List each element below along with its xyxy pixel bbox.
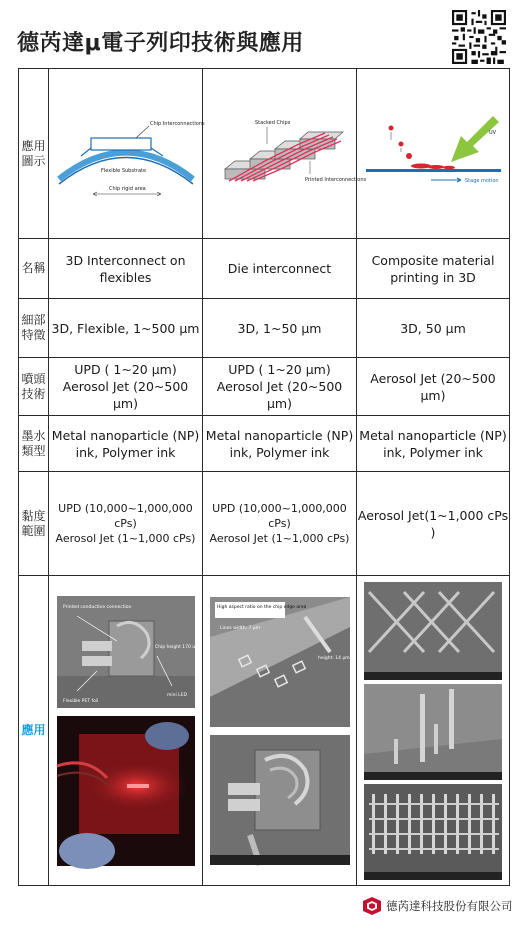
row-features	[19, 299, 510, 358]
viscosity-cell-1	[49, 472, 203, 576]
nozzle-cell-2	[203, 358, 357, 416]
composite-printing-diagram	[361, 104, 506, 204]
application-label: Lines width: 7 μm	[219, 625, 260, 631]
name-cell-1: 3D Interconnect on flexibles	[49, 239, 203, 299]
figure-cell-1	[49, 69, 203, 239]
sem-die-interconnect-image	[210, 597, 350, 727]
features-cell-1: 3D, Flexible, 1~500 μm	[49, 299, 203, 358]
application-label: High aspect ratio on the chip edge area	[216, 604, 306, 610]
figure-cell-3	[357, 69, 510, 239]
ink-cell-2: Metal nanoparticle (NP) ink, Polymer ink	[203, 416, 357, 472]
viscosity-cell-3	[357, 472, 510, 576]
ink-cell-1: Metal nanoparticle (NP) ink, Polymer ink	[49, 416, 203, 472]
figure-label: Chip rigid area	[108, 185, 146, 192]
ink-cell-3: Metal nanoparticle (NP) ink, Polymer ink	[357, 416, 510, 472]
figure-label: Printed Interconnections	[304, 176, 366, 183]
application-label: Flexible PET foil	[62, 698, 98, 704]
row-nozzle	[19, 358, 510, 416]
row-application	[19, 576, 510, 886]
viscosity-line: Aerosol Jet(1~1,000 cPs )	[357, 507, 509, 540]
technology-table	[18, 68, 510, 886]
row-viscosity	[19, 472, 510, 576]
nozzle-line: UPD ( 1~20 μm)	[74, 362, 177, 377]
sem-lattice-image	[364, 582, 502, 680]
application-cell-1	[49, 576, 203, 886]
page-title: 德芮達μ電子列印技術與應用	[17, 31, 304, 56]
label-features: 細部特徵	[19, 299, 49, 358]
row-name	[19, 239, 510, 299]
figure-label: Stacked Chips	[254, 119, 290, 126]
flexible-interconnect-diagram	[51, 104, 205, 204]
sem-pillars-image	[364, 684, 502, 780]
application-label: Printed conductive connection	[62, 604, 131, 610]
figure-label: UV	[488, 129, 496, 136]
nozzle-line: Aerosol Jet (20~500 μm)	[62, 379, 189, 411]
qr-code-icon[interactable]	[452, 10, 506, 64]
features-cell-2: 3D, 1~50 μm	[203, 299, 357, 358]
sem-chip-connection-image	[210, 735, 350, 865]
application-label: Chip height 170 um	[154, 644, 200, 650]
label-name: 名稱	[19, 239, 49, 299]
application-cell-3	[357, 576, 510, 886]
stacked-chips-diagram	[205, 99, 366, 209]
label-application: 應用	[19, 576, 49, 886]
viscosity-line: Aerosol Jet (1~1,000 cPs)	[209, 532, 350, 545]
figure-label: Stage motion	[464, 177, 499, 184]
features-cell-3: 3D, 50 μm	[357, 299, 510, 358]
sem-grid-array-image	[364, 784, 502, 880]
viscosity-line: UPD (10,000~1,000,000 cPs)	[58, 502, 193, 530]
footer	[362, 896, 513, 916]
label-viscosity: 黏度範圍	[19, 472, 49, 576]
label-ink: 墨水類型	[19, 416, 49, 472]
viscosity-line: UPD (10,000~1,000,000 cPs)	[212, 502, 347, 530]
application-label: mini LED	[166, 692, 187, 698]
row-ink	[19, 416, 510, 472]
company-logo-icon	[362, 896, 382, 916]
application-cell-2	[203, 576, 357, 886]
viscosity-line: Aerosol Jet (1~1,000 cPs)	[55, 532, 196, 545]
application-label: height: 14 μm	[317, 655, 350, 661]
row-figure	[19, 69, 510, 239]
label-figure: 應用圖示	[19, 69, 49, 239]
name-cell-2: Die interconnect	[203, 239, 357, 299]
figure-label: Flexible Substrate	[100, 167, 146, 174]
name-cell-3: Composite material printing in 3D	[357, 239, 510, 299]
sem-flexible-led-image	[57, 596, 200, 708]
nozzle-line: Aerosol Jet (20~500 μm)	[216, 379, 343, 411]
red-led-demo-photo	[57, 716, 195, 866]
nozzle-line: Aerosol Jet (20~500 μm)	[370, 370, 496, 403]
company-name: 德芮達科技股份有限公司	[386, 899, 513, 913]
nozzle-line: UPD ( 1~20 μm)	[228, 362, 331, 377]
nozzle-cell-1	[49, 358, 203, 416]
nozzle-cell-3	[357, 358, 510, 416]
figure-cell-2	[203, 69, 366, 239]
label-nozzle: 噴頭技術	[19, 358, 49, 416]
viscosity-cell-2	[203, 472, 357, 576]
figure-label: Chip Interconnections	[149, 120, 205, 127]
